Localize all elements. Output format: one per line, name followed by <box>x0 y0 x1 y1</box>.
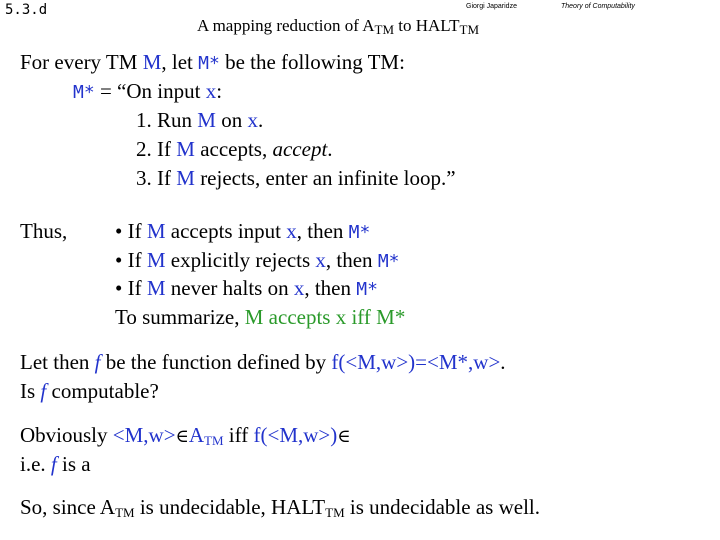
machine-m-star: M* <box>73 82 95 103</box>
text: . <box>327 137 333 161</box>
thus-label: Thus, <box>20 219 68 243</box>
text: Is <box>20 379 41 403</box>
text: , let <box>161 50 199 74</box>
element-of-symbol: ∈ <box>337 426 351 447</box>
text: , then <box>304 276 357 300</box>
thus-summary <box>115 305 405 330</box>
input-x: x <box>247 108 258 132</box>
title-sub-2: TM <box>459 22 480 37</box>
text: • If <box>115 248 147 272</box>
text: • If <box>115 219 147 243</box>
machine-m: M <box>197 108 216 132</box>
machine-m: M <box>146 248 166 272</box>
text: 3. If <box>136 166 177 190</box>
text: To summarize, <box>115 305 245 329</box>
pair-expression: <M,w> <box>112 423 176 447</box>
text: . <box>257 108 264 132</box>
text: 1. Run <box>136 108 198 132</box>
function-f: f <box>94 350 101 374</box>
text: never halts on <box>165 276 294 300</box>
function-f: f <box>40 379 47 403</box>
obviously-line-2 <box>20 452 91 477</box>
text: accepts input <box>165 219 287 243</box>
function-def-line-1 <box>20 350 506 375</box>
text: 2. If <box>136 137 177 161</box>
language-atm <box>189 423 224 447</box>
text: is undecidable as well. <box>344 495 540 519</box>
construction-step-1 <box>136 108 263 133</box>
construction-step-3 <box>136 166 456 191</box>
text: = “On input <box>94 79 206 103</box>
text: is a <box>56 452 91 476</box>
text: , then <box>296 219 349 243</box>
thus-bullet-3 <box>115 276 378 302</box>
machine-m: M <box>146 219 166 243</box>
construction-step-2 <box>136 137 333 162</box>
text: Obviously <box>20 423 113 447</box>
accept-word: accept <box>272 137 328 161</box>
text: • If <box>115 276 147 300</box>
text: . <box>500 350 506 374</box>
text: : <box>216 79 223 103</box>
course-name: Theory of Computability <box>561 3 635 10</box>
summary-statement: M accepts x iff M* <box>244 305 406 329</box>
machine-m: M <box>176 137 195 161</box>
text: rejects, enter an infinite loop.” <box>194 166 456 190</box>
machine-m: M <box>142 50 162 74</box>
function-def-line-2 <box>20 379 159 404</box>
text: So, since A <box>20 495 116 519</box>
subscript: TM <box>115 505 135 520</box>
machine-m-star: M* <box>377 251 400 272</box>
text: accepts, <box>194 137 273 161</box>
title-sub-1: TM <box>374 22 395 37</box>
text: iff <box>223 423 254 447</box>
text: For every TM <box>20 50 143 74</box>
obviously-line-1 <box>20 423 351 449</box>
subscript: TM <box>204 433 224 448</box>
slide-title <box>197 16 479 36</box>
machine-m-star: M* <box>198 53 220 74</box>
machine-m-star: M* <box>348 222 371 243</box>
slide-number: 5.3.d <box>5 2 48 18</box>
machine-m-star: M* <box>356 279 378 300</box>
text: explicitly rejects <box>165 248 316 272</box>
text: A <box>188 423 205 447</box>
text: Let then <box>20 350 95 374</box>
text: be the function defined by <box>100 350 332 374</box>
text: is undecidable, HALT <box>134 495 326 519</box>
function-expression: f(<M,w>)=<M*,w> <box>331 350 501 374</box>
input-x: x <box>205 79 217 103</box>
subscript: TM <box>325 505 345 520</box>
element-of-symbol: ∈ <box>175 426 189 447</box>
title-prefix: A mapping reduction of A <box>197 16 375 35</box>
title-mid: to HALT <box>394 16 460 35</box>
input-x: x <box>315 248 326 272</box>
text: computable? <box>46 379 159 403</box>
conclusion-line <box>20 495 540 520</box>
machine-m: M <box>146 276 166 300</box>
function-application: f(<M,w>) <box>253 423 338 447</box>
machine-m: M <box>176 166 195 190</box>
input-x: x <box>286 219 297 243</box>
input-x: x <box>293 276 305 300</box>
text: be the following TM: <box>219 50 405 74</box>
function-f: f <box>50 452 57 476</box>
construction-line-1 <box>20 50 405 76</box>
text: , then <box>325 248 378 272</box>
construction-line-2 <box>73 79 222 105</box>
thus-bullet-2 <box>115 248 400 274</box>
thus-bullet-1 <box>115 219 370 245</box>
text: on <box>215 108 248 132</box>
author-name: Giorgi Japaridze <box>466 3 517 10</box>
text: i.e. <box>20 452 51 476</box>
